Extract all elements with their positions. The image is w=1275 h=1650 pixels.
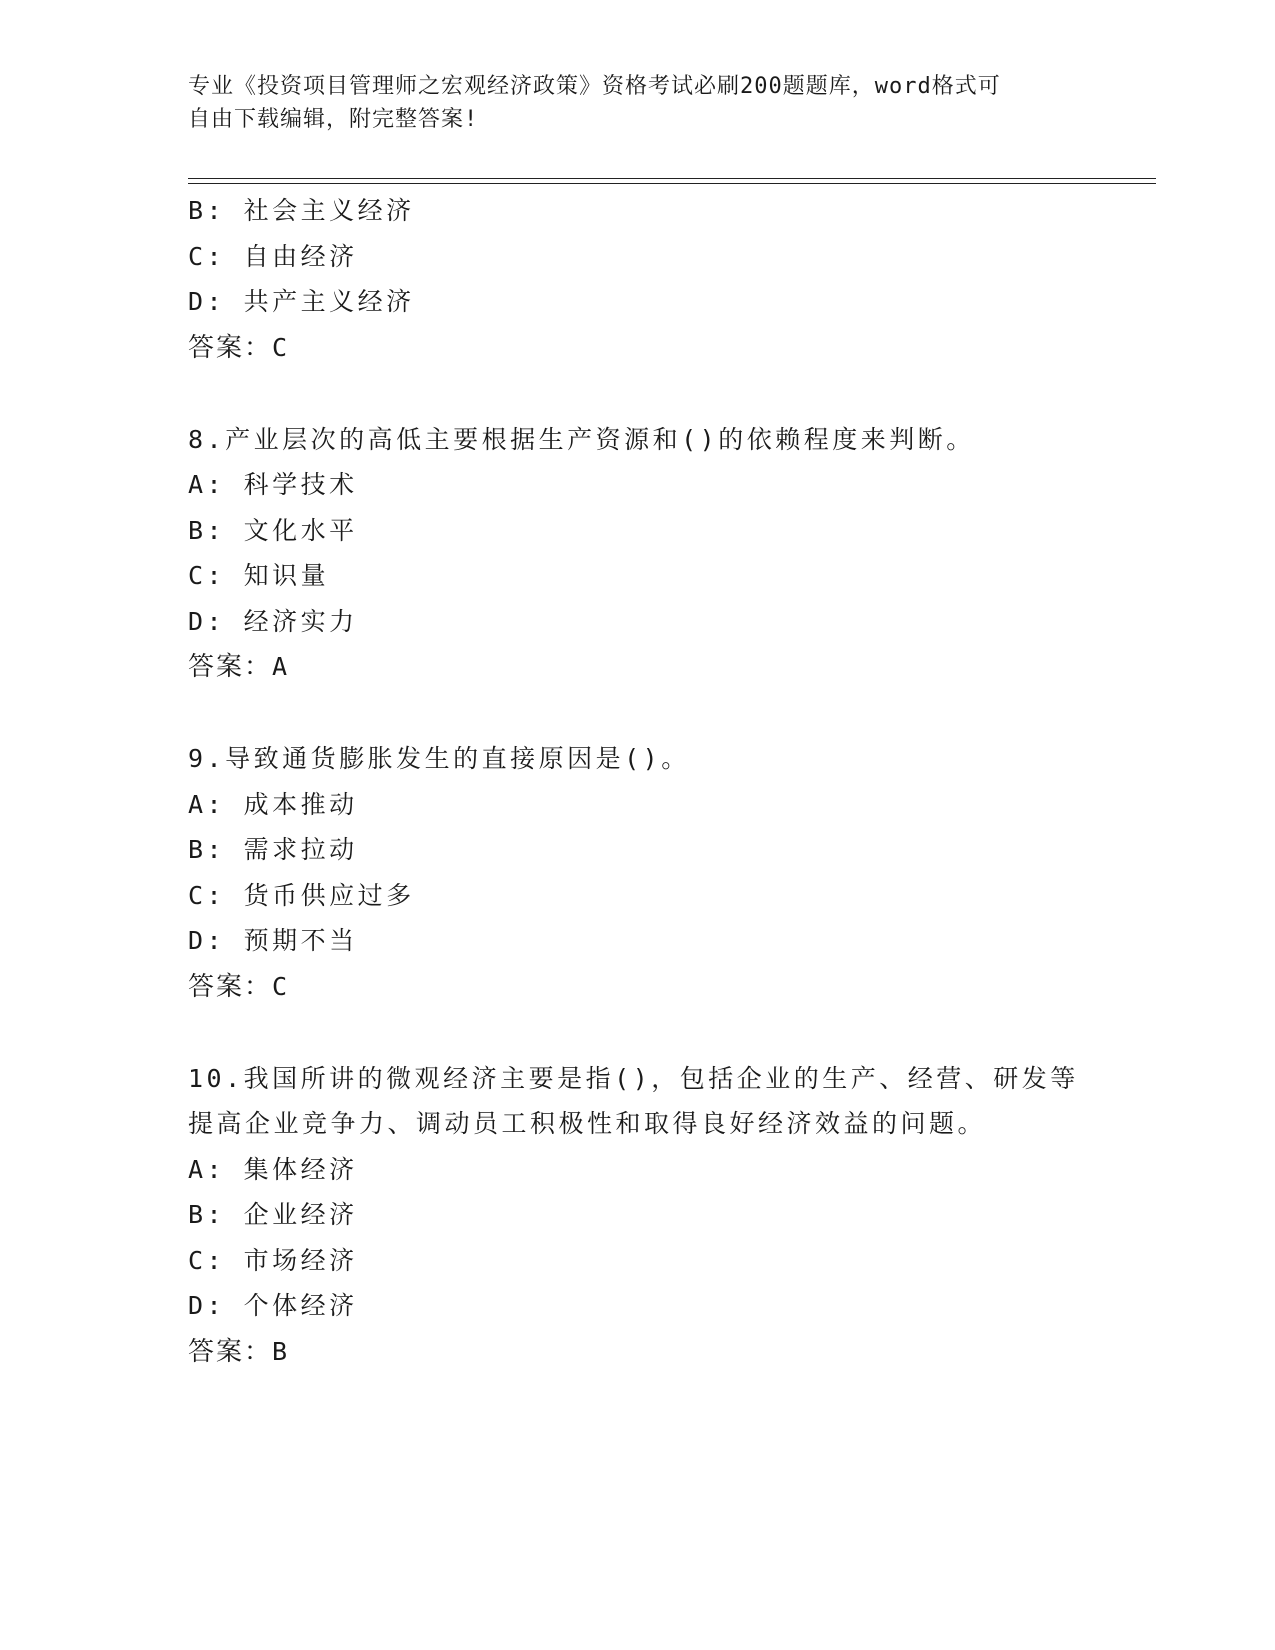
option-text: 预期不当 xyxy=(243,926,358,955)
option-row xyxy=(188,279,1088,325)
option-row xyxy=(188,918,1088,964)
option-label: B: xyxy=(188,1200,226,1229)
option-row xyxy=(188,827,1088,873)
header-divider-top xyxy=(188,178,1156,179)
answer-label: 答案： xyxy=(188,1336,273,1367)
option-row xyxy=(188,782,1088,828)
option-label: C: xyxy=(188,561,226,590)
option-text: 自由经济 xyxy=(243,241,358,271)
answer-value: B xyxy=(272,1336,289,1366)
question-stem: 9.导致通货膨胀发生的直接原因是()。 xyxy=(188,744,690,773)
answer-row xyxy=(188,964,1088,1011)
option-row xyxy=(188,188,1088,234)
option-text: 企业经济 xyxy=(243,1200,358,1229)
option-label: D: xyxy=(188,606,226,636)
option-text: 经济实力 xyxy=(243,606,358,636)
option-text: 文化水平 xyxy=(243,515,358,545)
option-text: 成本推动 xyxy=(243,789,358,819)
option-label: C: xyxy=(188,1245,226,1275)
option-text: 知识量 xyxy=(243,561,330,590)
question-stem: 8.产业层次的高低主要根据生产资源和()的依赖程度来判断。 xyxy=(188,424,975,454)
question-7-continued xyxy=(188,188,1088,371)
header-divider-bottom xyxy=(188,183,1156,184)
option-label: C: xyxy=(188,880,226,910)
option-text: 市场经济 xyxy=(243,1245,358,1275)
question-stem-line-1: 10.我国所讲的微观经济主要是指()，包括企业的生产、经营、研发等 xyxy=(188,1063,1079,1093)
answer-label: 答案： xyxy=(188,971,273,1002)
option-row xyxy=(188,1238,1088,1284)
option-label: B: xyxy=(188,196,226,225)
header-line-2: 自由下载编辑，附完整答案! xyxy=(188,107,479,132)
option-row xyxy=(188,1192,1088,1238)
header-line-1: 专业《投资项目管理师之宏观经济政策》资格考试必刷200题题库，word格式可 xyxy=(188,74,1001,99)
answer-row xyxy=(188,644,1088,691)
option-label: A: xyxy=(188,470,226,499)
option-label: D: xyxy=(188,287,226,316)
option-row xyxy=(188,599,1088,645)
option-row xyxy=(188,234,1088,280)
answer-label: 答案： xyxy=(188,332,273,363)
question-8 xyxy=(188,417,1088,691)
option-label: A: xyxy=(188,1154,226,1184)
option-label: A: xyxy=(188,789,226,819)
question-content xyxy=(188,188,1088,1375)
option-text: 集体经济 xyxy=(243,1154,358,1184)
option-label: B: xyxy=(188,515,226,545)
question-stem-line-2: 提高企业竞争力、调动员工积极性和取得良好经济效益的问题。 xyxy=(188,1109,987,1138)
option-text: 个体经济 xyxy=(243,1291,358,1320)
question-9 xyxy=(188,736,1088,1010)
option-text: 需求拉动 xyxy=(243,835,358,864)
option-row xyxy=(188,553,1088,599)
spacer xyxy=(188,1010,1088,1056)
option-text: 共产主义经济 xyxy=(243,287,415,316)
answer-row xyxy=(188,1329,1088,1376)
option-row xyxy=(188,508,1088,554)
option-text: 货币供应过多 xyxy=(243,880,415,910)
option-row xyxy=(188,873,1088,919)
option-label: D: xyxy=(188,1291,226,1320)
option-row xyxy=(188,1147,1088,1193)
question-10 xyxy=(188,1056,1088,1376)
option-text: 科学技术 xyxy=(243,470,358,499)
document-header xyxy=(188,70,1088,136)
option-row xyxy=(188,1283,1088,1329)
answer-value: C xyxy=(272,971,289,1001)
answer-value: A xyxy=(272,652,289,681)
option-row xyxy=(188,462,1088,508)
answer-row xyxy=(188,325,1088,372)
answer-label: 答案： xyxy=(188,652,273,682)
option-label: D: xyxy=(188,926,226,955)
answer-value: C xyxy=(272,332,289,362)
option-text: 社会主义经济 xyxy=(243,196,415,225)
option-label: C: xyxy=(188,241,226,271)
spacer xyxy=(188,691,1088,737)
spacer xyxy=(188,371,1088,417)
option-label: B: xyxy=(188,835,226,864)
